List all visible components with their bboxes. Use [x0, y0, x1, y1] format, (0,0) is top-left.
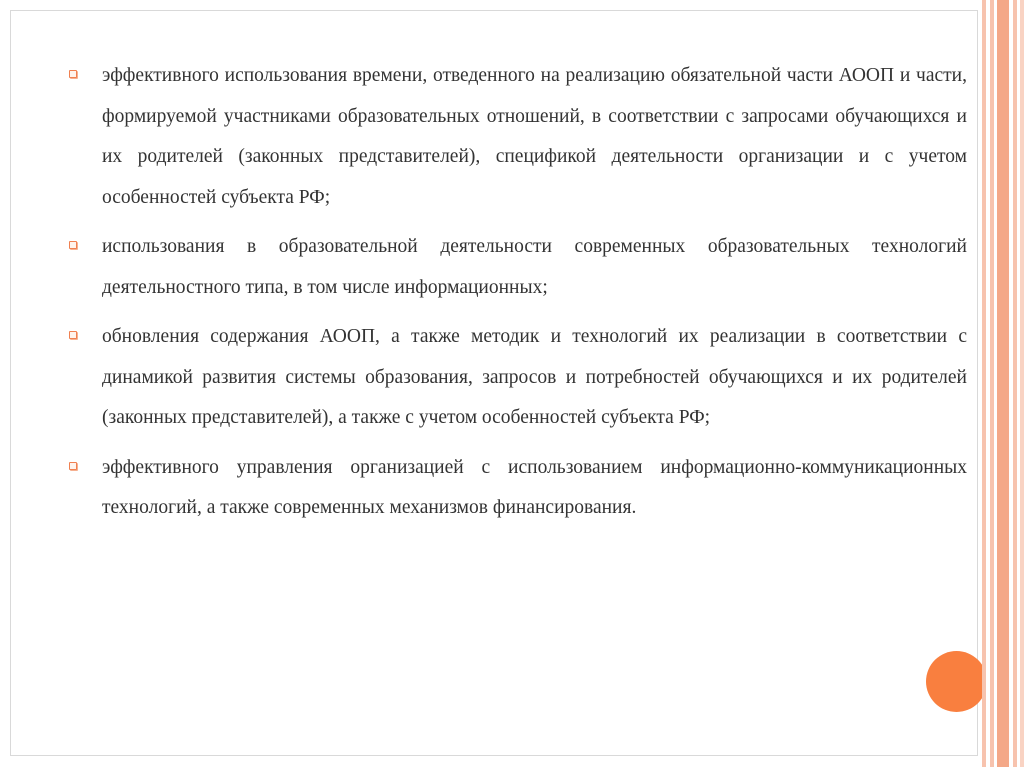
bullet-text: эффективного управления организацией с использованием информационно-коммуникационных технологий, а также современных механизмов финансирования. — [102, 456, 967, 518]
stripe — [982, 0, 986, 767]
bullet-text: эффективного использования времени, отведенного на реализацию обязательной части АООП и части, формируемой участниками образовательных отношений, в соответствии с запросами обучающихся и их родителей (законных представителей), спецификой деятельности организации и с учетом особенностей субъекта РФ; — [102, 65, 967, 208]
bullet-item — [69, 56, 967, 218]
square-bullet-icon — [69, 70, 77, 78]
bullet-list — [69, 56, 967, 538]
stripe — [1020, 0, 1024, 767]
bullet-item — [69, 448, 967, 529]
orange-circle-decoration — [926, 651, 987, 712]
stripe — [1013, 0, 1017, 767]
bullet-item — [69, 317, 967, 439]
square-bullet-icon — [69, 462, 77, 470]
stripe — [997, 0, 1009, 767]
bullet-item — [69, 227, 967, 308]
square-bullet-icon — [69, 241, 77, 249]
decorative-stripes — [982, 0, 1024, 767]
bullet-text: обновления содержания АООП, а также методик и технологий их реализации в соответствии с динамикой развития системы образования, запросов и потребностей обучающихся и их родителей (законных представителей), а также с учетом особенностей субъекта РФ; — [102, 326, 967, 428]
bullet-text: использования в образовательной деятельности современных образовательных технологий деятельностного типа, в том числе информационных; — [102, 236, 967, 298]
square-bullet-icon — [69, 331, 77, 339]
stripe — [990, 0, 994, 767]
content-frame — [10, 10, 978, 756]
